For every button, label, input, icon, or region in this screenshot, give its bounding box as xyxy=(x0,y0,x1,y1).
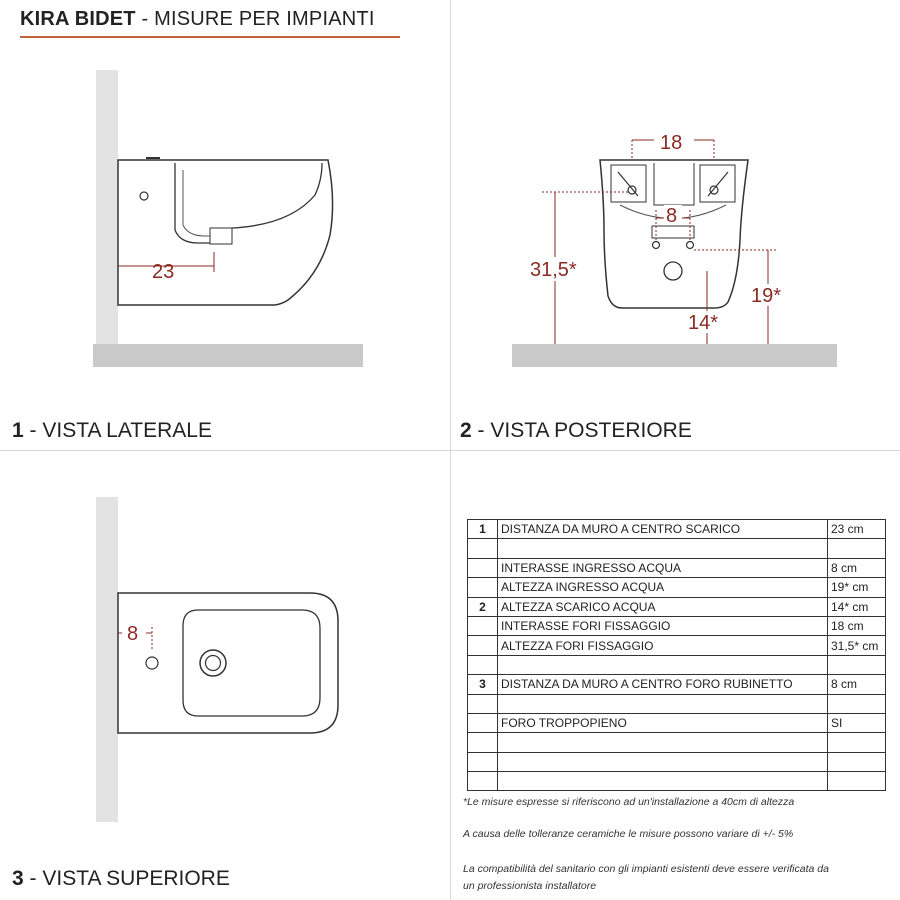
table-row: 3 DISTANZA DA MURO A CENTRO FORO RUBINETTO 8 cm xyxy=(468,675,886,694)
table-row: ALTEZZA FORI FISSAGGIO 31,5* cm xyxy=(468,636,886,655)
table-row xyxy=(468,733,886,752)
table-row: 1 DISTANZA DA MURO A CENTRO SCARICO 23 cm xyxy=(468,520,886,539)
wall-side xyxy=(96,70,118,346)
wall-top xyxy=(96,497,118,822)
note-compatibility-line-1: La compatibilità del sanitario con gli impianti esistenti deve essere verificata da xyxy=(463,863,829,875)
caption-side-view: 1 - VISTA LATERALE xyxy=(12,419,212,442)
floor-rear xyxy=(512,344,837,367)
table-row xyxy=(468,539,886,558)
rear-dimension-14: 14* xyxy=(688,312,719,334)
caption-rear-view: 2 - VISTA POSTERIORE xyxy=(460,419,692,442)
bidet-rear-outline xyxy=(600,160,748,308)
table-row: INTERASSE FORI FISSAGGIO 18 cm xyxy=(468,616,886,635)
note-measure: *Le misure espresse si riferiscono ad un'installazione a 40cm di altezza xyxy=(463,796,795,808)
caption-top-view: 3 - VISTA SUPERIORE xyxy=(12,867,230,890)
title-brand: KIRA BIDET xyxy=(20,8,136,30)
bidet-top-outline xyxy=(118,593,338,733)
top-dimension-8: 8 xyxy=(127,623,139,645)
side-dimension-label: 23 xyxy=(152,261,175,283)
table-row: INTERASSE INGRESSO ACQUA 8 cm xyxy=(468,558,886,577)
rear-dimension-8: 8 xyxy=(666,205,678,227)
title-subtitle: - MISURE PER IMPIANTI xyxy=(141,8,375,30)
table-row xyxy=(468,694,886,713)
table-row xyxy=(468,772,886,791)
table-row: FORO TROPPOPIENO SI xyxy=(468,713,886,732)
side-view-drawing xyxy=(93,70,363,367)
top-view-drawing xyxy=(96,497,338,822)
table-row xyxy=(468,655,886,674)
table-row: ALTEZZA INGRESSO ACQUA 19* cm xyxy=(468,578,886,597)
rear-dimension-18: 18 xyxy=(660,132,683,154)
specifications-table xyxy=(467,519,886,791)
note-tolerance: A causa delle tolleranze ceramiche le misure possono variare di +/- 5% xyxy=(463,828,794,840)
floor-side xyxy=(93,344,363,367)
table-row: 2 ALTEZZA SCARICO ACQUA 14* cm xyxy=(468,597,886,616)
note-compatibility-line-2: un professionista installatore xyxy=(463,880,597,892)
bidet-side-drain xyxy=(210,228,232,244)
table-row xyxy=(468,752,886,771)
rear-dimension-31-5: 31,5* xyxy=(530,259,577,281)
rear-view-drawing xyxy=(512,130,837,367)
rear-dimension-19: 19* xyxy=(751,285,782,307)
